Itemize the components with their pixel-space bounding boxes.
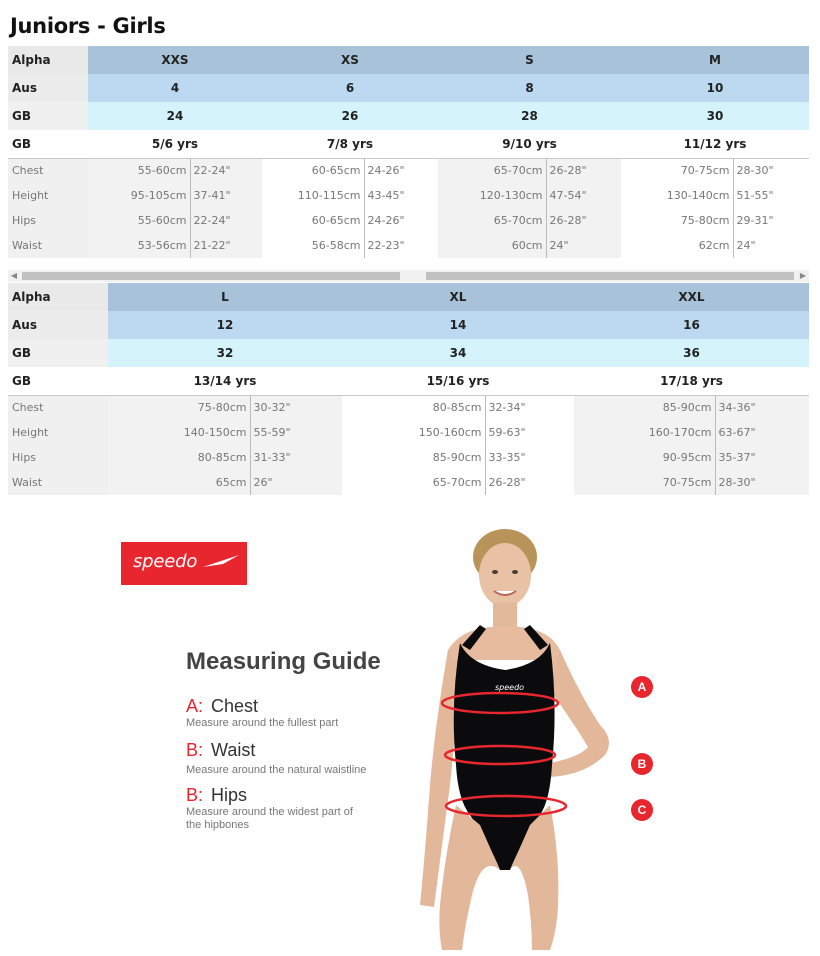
swimmer-figure-illustration — [400, 525, 690, 950]
speedo-logo-text: speedo — [133, 551, 198, 572]
table-row — [8, 339, 809, 367]
waist-cm-cell: 65cm — [108, 470, 250, 495]
height-in-cell: 43-45" — [364, 183, 438, 208]
chest-in-cell: 30-32" — [250, 395, 342, 420]
height-cm-cell: 130-140cm — [621, 183, 733, 208]
size-aus-cell: 16 — [574, 311, 809, 339]
waist-cm-cell: 60cm — [438, 233, 546, 258]
height-cm-cell: 95-105cm — [88, 183, 190, 208]
size-gb-cell: 32 — [108, 339, 342, 367]
hips-cm-cell: 55-60cm — [88, 208, 190, 233]
hips-in-cell: 31-33" — [250, 445, 342, 470]
chest-cm-cell: 80-85cm — [342, 395, 485, 420]
size-alpha-cell: XXL — [574, 283, 809, 311]
height-cm-cell: 120-130cm — [438, 183, 546, 208]
chest-in-cell: 22-24" — [190, 158, 262, 183]
size-gb-cell: 36 — [574, 339, 809, 367]
row-label: Waist — [8, 233, 88, 258]
hips-cm-cell: 85-90cm — [342, 445, 485, 470]
guide-letter: B: — [186, 785, 204, 805]
row-label: Hips — [8, 208, 88, 233]
height-in-cell: 63-67" — [715, 420, 809, 445]
guide-description: Measure around the fullest part — [186, 717, 339, 729]
chest-cm-cell: 75-80cm — [108, 395, 250, 420]
row-label: Hips — [8, 445, 108, 470]
size-alpha-cell: L — [108, 283, 342, 311]
guide-label: Hips — [211, 785, 248, 805]
waist-cm-cell: 65-70cm — [342, 470, 485, 495]
hips-in-cell: 35-37" — [715, 445, 809, 470]
table-row — [8, 233, 809, 258]
guide-letter: B: — [186, 740, 204, 760]
waist-in-cell: 26-28" — [485, 470, 574, 495]
size-gb-cell: 34 — [342, 339, 574, 367]
chest-cm-cell: 65-70cm — [438, 158, 546, 183]
guide-description: Measure around the widest part of the hipbones — [186, 806, 353, 831]
marker-b-icon: B — [631, 753, 653, 775]
size-age-cell: 13/14 yrs — [108, 367, 342, 395]
hips-in-cell: 22-24" — [190, 208, 262, 233]
hips-in-cell: 26-28" — [546, 208, 621, 233]
table-row — [8, 311, 809, 339]
size-gb-cell: 26 — [262, 102, 438, 130]
size-table-2 — [8, 283, 809, 495]
suit-logo-text: speedo — [495, 683, 525, 692]
height-in-cell: 59-63" — [485, 420, 574, 445]
page-title: Juniors - Girls — [10, 14, 166, 38]
chest-in-cell: 24-26" — [364, 158, 438, 183]
scrollbar-thumb[interactable] — [426, 272, 794, 280]
chest-cm-cell: 60-65cm — [262, 158, 364, 183]
size-alpha-cell: M — [621, 46, 809, 74]
row-label: Height — [8, 183, 88, 208]
size-age-cell: 15/16 yrs — [342, 367, 574, 395]
size-age-cell: 11/12 yrs — [621, 130, 809, 158]
height-in-cell: 51-55" — [733, 183, 809, 208]
waist-in-cell: 22-23" — [364, 233, 438, 258]
size-alpha-cell: XL — [342, 283, 574, 311]
chest-in-cell: 26-28" — [546, 158, 621, 183]
size-age-cell: 17/18 yrs — [574, 367, 809, 395]
guide-label: Chest — [211, 696, 259, 716]
scroll-left-arrow-icon[interactable]: ◀ — [10, 271, 18, 280]
marker-a-icon: A — [631, 676, 653, 698]
waist-in-cell: 24" — [733, 233, 809, 258]
chest-cm-cell: 70-75cm — [621, 158, 733, 183]
height-in-cell: 47-54" — [546, 183, 621, 208]
size-aus-cell: 14 — [342, 311, 574, 339]
guide-item-hips — [186, 785, 356, 832]
guide-label: Waist — [211, 740, 256, 760]
row-label: Chest — [8, 158, 88, 183]
table-row — [8, 74, 809, 102]
measuring-guide-title: Measuring Guide — [186, 648, 381, 675]
height-in-cell: 37-41" — [190, 183, 262, 208]
size-aus-cell: 6 — [262, 74, 438, 102]
row-label: Aus — [8, 74, 88, 102]
size-age-cell: 7/8 yrs — [262, 130, 438, 158]
chest-in-cell: 28-30" — [733, 158, 809, 183]
table-row — [8, 445, 809, 470]
size-aus-cell: 10 — [621, 74, 809, 102]
table-row — [8, 283, 809, 311]
table-row — [8, 158, 809, 183]
guide-letter: A: — [186, 696, 204, 716]
size-gb-cell: 30 — [621, 102, 809, 130]
marker-c-icon: C — [631, 799, 653, 821]
guide-item-chest — [186, 696, 386, 730]
hips-in-cell: 33-35" — [485, 445, 574, 470]
waist-in-cell: 24" — [546, 233, 621, 258]
chest-in-cell: 34-36" — [715, 395, 809, 420]
height-cm-cell: 160-170cm — [574, 420, 715, 445]
hips-cm-cell: 65-70cm — [438, 208, 546, 233]
chest-cm-cell: 85-90cm — [574, 395, 715, 420]
table-row — [8, 208, 809, 233]
row-label: GB — [8, 367, 108, 395]
table-row — [8, 395, 809, 420]
table-row — [8, 470, 809, 495]
waist-in-cell: 28-30" — [715, 470, 809, 495]
size-aus-cell: 4 — [88, 74, 262, 102]
row-label: Height — [8, 420, 108, 445]
table-row — [8, 130, 809, 158]
table-row — [8, 102, 809, 130]
size-gb-cell: 24 — [88, 102, 262, 130]
size-alpha-cell: S — [438, 46, 621, 74]
guide-description: Measure around the natural waistline — [186, 764, 367, 776]
size-age-cell: 9/10 yrs — [438, 130, 621, 158]
scroll-right-arrow-icon[interactable]: ▶ — [799, 271, 807, 280]
size-aus-cell: 12 — [108, 311, 342, 339]
chest-in-cell: 32-34" — [485, 395, 574, 420]
row-label: Alpha — [8, 283, 108, 311]
speedo-swoosh-icon — [201, 552, 241, 572]
hips-cm-cell: 60-65cm — [262, 208, 364, 233]
table-row — [8, 367, 809, 395]
speedo-logo — [121, 542, 247, 585]
row-label: Waist — [8, 470, 108, 495]
waist-cm-cell: 56-58cm — [262, 233, 364, 258]
guide-item-waist — [186, 740, 386, 777]
hips-cm-cell: 90-95cm — [574, 445, 715, 470]
height-cm-cell: 150-160cm — [342, 420, 485, 445]
waist-in-cell: 26" — [250, 470, 342, 495]
waist-cm-cell: 62cm — [621, 233, 733, 258]
height-cm-cell: 140-150cm — [108, 420, 250, 445]
height-in-cell: 55-59" — [250, 420, 342, 445]
row-label: Alpha — [8, 46, 88, 74]
size-aus-cell: 8 — [438, 74, 621, 102]
chest-cm-cell: 55-60cm — [88, 158, 190, 183]
table-row — [8, 46, 809, 74]
size-age-cell: 5/6 yrs — [88, 130, 262, 158]
waist-cm-cell: 53-56cm — [88, 233, 190, 258]
row-label: Aus — [8, 311, 108, 339]
hips-in-cell: 29-31" — [733, 208, 809, 233]
size-table-1 — [8, 46, 809, 258]
row-label: GB — [8, 102, 88, 130]
hips-cm-cell: 75-80cm — [621, 208, 733, 233]
height-cm-cell: 110-115cm — [262, 183, 364, 208]
table-row — [8, 420, 809, 445]
row-label: Chest — [8, 395, 108, 420]
waist-in-cell: 21-22" — [190, 233, 262, 258]
size-alpha-cell: XS — [262, 46, 438, 74]
row-label: GB — [8, 339, 108, 367]
waist-cm-cell: 70-75cm — [574, 470, 715, 495]
horizontal-scrollbar[interactable] — [8, 270, 809, 282]
size-gb-cell: 28 — [438, 102, 621, 130]
row-label: GB — [8, 130, 88, 158]
hips-in-cell: 24-26" — [364, 208, 438, 233]
scrollbar-thumb[interactable] — [22, 272, 400, 280]
table-row — [8, 183, 809, 208]
size-alpha-cell: XXS — [88, 46, 262, 74]
hips-cm-cell: 80-85cm — [108, 445, 250, 470]
